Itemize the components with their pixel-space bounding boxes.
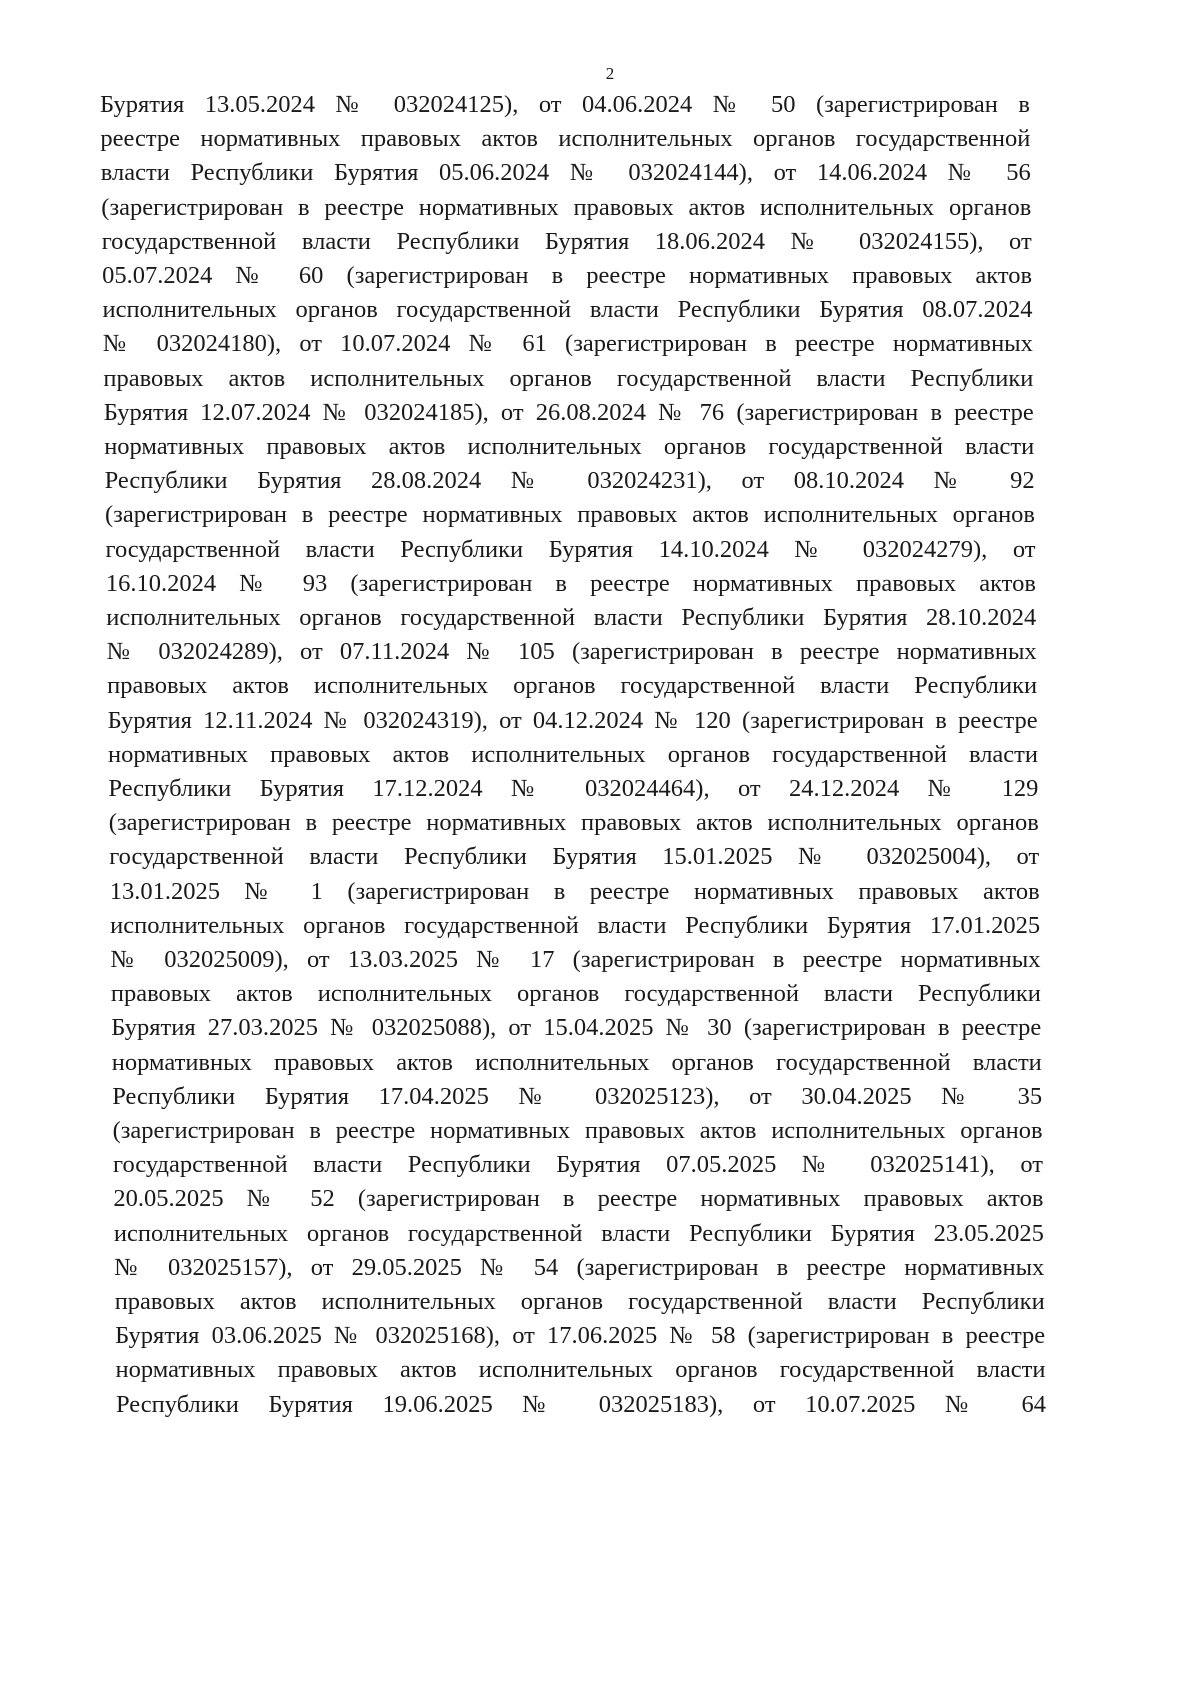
page-number: 2: [605, 64, 615, 83]
text-line: Бурятия 03.06.2025 № 032025168), от 17.06.2025 № 58 (зарегистрирован в реестре: [115, 1322, 1046, 1350]
text-line: (зарегистрирован в реестре нормативных правовых актов исполнительных органов: [112, 1117, 1043, 1144]
text-line: правовых актов исполнительных органов государственной власти Республики: [107, 672, 1038, 700]
text-line: 05.07.2024 № 60 (зарегистрирован в реестре нормативных правовых актов: [102, 262, 1033, 289]
text-line: Бурятия 13.05.2024 № 032024125), от 04.06.2024 № 50 (зарегистрирован в: [100, 91, 1030, 118]
text-line: (зарегистрирован в реестре нормативных правовых актов исполнительных органов: [108, 809, 1039, 837]
text-line: исполнительных органов государственной власти Республики Бурятия 23.05.2025: [113, 1219, 1044, 1247]
text-line: правовых актов исполнительных органов государственной власти Республики: [103, 364, 1034, 392]
text-line: правовых актов исполнительных органов государственной власти Республики: [114, 1288, 1045, 1315]
text-line: исполнительных органов государственной власти Республики Бурятия 17.01.2025: [110, 911, 1041, 939]
text-line: исполнительных органов государственной власти Республики Бурятия 28.10.2024: [106, 604, 1037, 631]
text-line: государственной власти Республики Бурятия 07.05.2025 № 032025141), от: [113, 1151, 1043, 1179]
text-line: исполнительных органов государственной власти Республики Бурятия 08.07.2024: [102, 296, 1033, 324]
text-line: государственной власти Республики Бурятия 15.01.2025 № 032025004), от: [109, 843, 1040, 871]
text-line: № 032024289), от 07.11.2024 № 105 (зарегистрирован в реестре нормативных: [106, 638, 1037, 666]
text-line: № 032025009), от 13.03.2025 № 17 (зарегистрирован в реестре нормативных: [110, 946, 1041, 973]
text-line: нормативных правовых актов исполнительных органов государственной власти: [115, 1356, 1046, 1384]
text-line: 20.05.2025 № 52 (зарегистрирован в реестре нормативных правовых актов: [113, 1185, 1044, 1213]
text-line: правовых актов исполнительных органов государственной власти Республики: [110, 980, 1041, 1008]
text-line: (зарегистрирован в реестре нормативных правовых актов исполнительных органов: [105, 501, 1035, 529]
text-line: Республики Бурятия 19.06.2025 № 032025183), от 10.07.2025 № 64: [116, 1390, 1046, 1418]
text-line: нормативных правовых актов исполнительных органов государственной власти: [111, 1048, 1042, 1076]
text-line: Бурятия 12.11.2024 № 032024319), от 04.12.2024 № 120 (зарегистрирован в реестре: [107, 706, 1038, 734]
text-line: Бурятия 27.03.2025 № 032025088), от 15.04.2025 № 30 (зарегистрирован в реестре: [111, 1014, 1042, 1042]
text-line: Республики Бурятия 17.04.2025 № 032025123), от 30.04.2025 № 35: [112, 1082, 1043, 1110]
text-line: государственной власти Республики Бурятия 18.06.2024 № 032024155), от: [101, 227, 1032, 255]
text-line: 16.10.2024 № 93 (зарегистрирован в реестре нормативных правовых актов: [105, 569, 1036, 597]
text-line: № 032025157), от 29.05.2025 № 54 (зарегистрирован в реестре нормативных: [114, 1253, 1045, 1281]
text-line: государственной власти Республики Бурятия 14.10.2024 № 032024279), от: [105, 535, 1036, 563]
text-line: реестре нормативных правовых актов исполнительных органов государственной: [100, 125, 1031, 153]
text-line: Республики Бурятия 17.12.2024 № 032024464), от 24.12.2024 № 129: [108, 775, 1039, 802]
text-line: Бурятия 12.07.2024 № 032024185), от 26.08.2024 № 76 (зарегистрирован в реестре: [103, 398, 1034, 426]
text-line: № 032024180), от 10.07.2024 № 61 (зарегистрирован в реестре нормативных: [102, 330, 1033, 358]
text-line: (зарегистрирован в реестре нормативных правовых актов исполнительных органов: [101, 193, 1032, 221]
text-line: нормативных правовых актов исполнительных органов государственной власти: [108, 740, 1038, 768]
text-line: нормативных правовых актов исполнительных органов государственной власти: [104, 433, 1035, 460]
text-line: 13.01.2025 № 1 (зарегистрирован в реестре нормативных правовых актов: [109, 877, 1040, 905]
text-line: Республики Бурятия 28.08.2024 № 032024231), от 08.10.2024 № 92: [104, 467, 1035, 495]
text-line: власти Республики Бурятия 05.06.2024 № 032024144), от 14.06.2024 № 56: [100, 159, 1031, 187]
